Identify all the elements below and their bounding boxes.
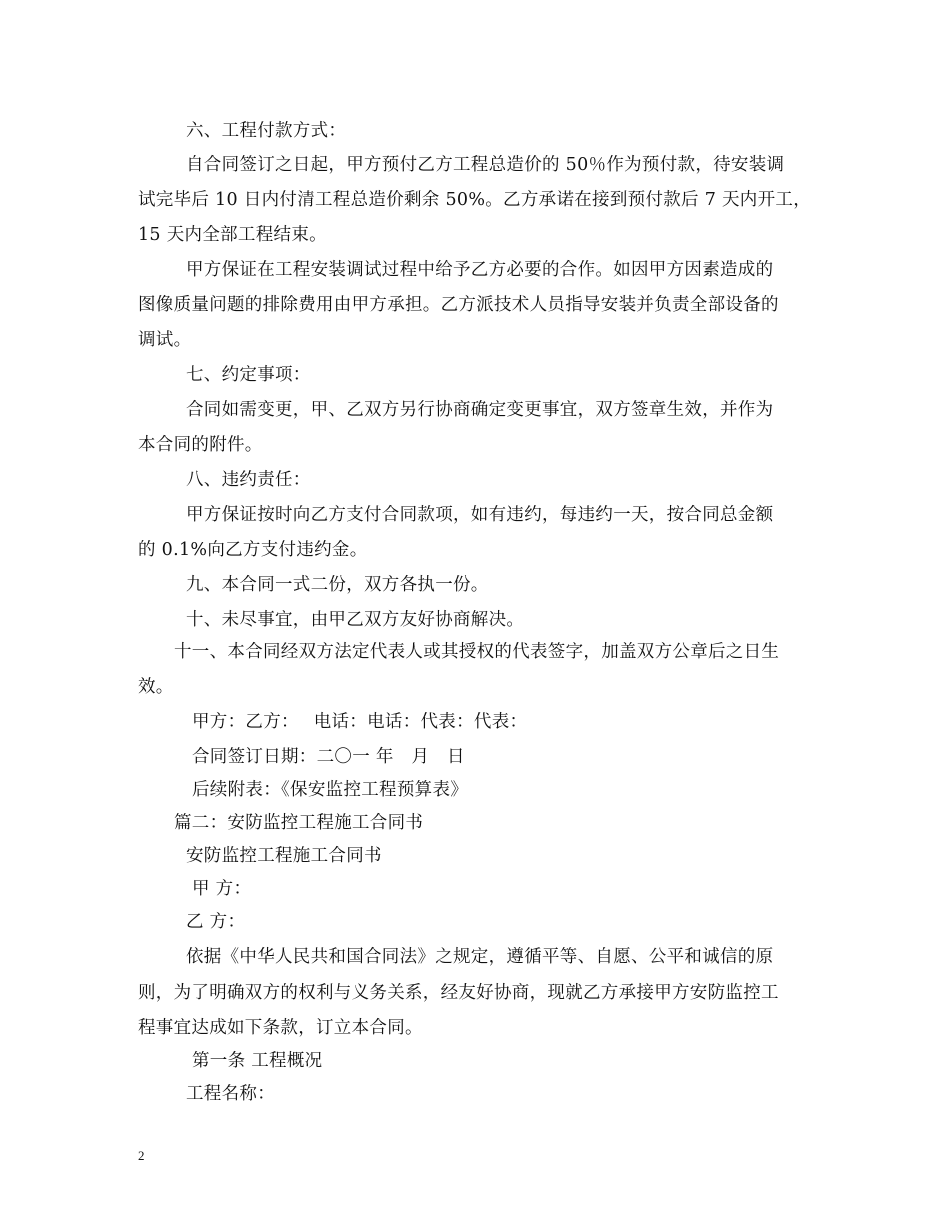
section-six-heading: 六、工程付款方式： xyxy=(186,121,347,141)
paragraph-line: 依据《中华人民共和国合同法》之规定，遵循平等、自愿、公平和诚信的原 xyxy=(186,947,774,967)
paragraph-line: 的 0.1%向乙方支付违约金。 xyxy=(138,540,368,560)
signature-parties: 甲方：乙方： 电话：电话：代表：代表： xyxy=(192,712,528,732)
section-eight-heading: 八、违约责任： xyxy=(186,470,311,490)
project-name-label: 工程名称： xyxy=(186,1084,275,1104)
page-number: 2 xyxy=(138,1148,145,1163)
paragraph-line: 效。 xyxy=(138,677,174,697)
attachment-note: 后续附表：《保安监控工程预算表》 xyxy=(192,780,469,800)
section-ten: 十、未尽事宜，由甲乙双方友好协商解决。 xyxy=(186,610,525,630)
paragraph-line: 15 天内全部工程结束。 xyxy=(138,225,327,245)
paragraph-line: 本合同的附件。 xyxy=(138,435,263,455)
paragraph-line: 则，为了明确双方的权利与义务关系，经友好协商，现就乙方承接甲方安防监控工 xyxy=(138,983,779,1003)
paragraph-line: 甲方保证在工程安装调试过程中给予乙方必要的合作。如因甲方因素造成的 xyxy=(186,260,774,280)
party-b-label: 乙 方： xyxy=(186,912,246,932)
party-a-label: 甲 方： xyxy=(192,879,252,899)
paragraph-line: 程事宜达成如下条款，订立本合同。 xyxy=(138,1018,423,1038)
article-one-heading: 第一条 工程概况 xyxy=(192,1051,323,1071)
paragraph-line: 调试。 xyxy=(138,330,192,350)
paragraph-line: 图像质量问题的排除费用由甲方承担。乙方派技术人员指导安装并负责全部设备的 xyxy=(138,295,779,315)
paragraph-line: 甲方保证按时向乙方支付合同款项，如有违约，每违约一天，按合同总金额 xyxy=(186,505,774,525)
contract-title: 安防监控工程施工合同书 xyxy=(186,846,382,866)
paragraph-line: 合同如需变更，甲、乙双方另行协商确定变更事宜，双方签章生效，并作为 xyxy=(186,400,774,420)
paragraph-line: 自合同签订之日起，甲方预付乙方工程总造价的 50％作为预付款，待安装调 xyxy=(186,155,785,175)
paragraph-line: 试完毕后 10 日内付清工程总造价剩余 50%。乙方承诺在接到预付款后 7 天内开工， xyxy=(138,190,812,210)
signing-date: 合同签订日期：二〇一 年 月 日 xyxy=(192,747,465,767)
chapter-two-title: 篇二：安防监控工程施工合同书 xyxy=(174,813,424,833)
section-nine: 九、本合同一式二份，双方各执一份。 xyxy=(186,575,489,595)
section-seven-heading: 七、约定事项： xyxy=(186,365,311,385)
section-eleven: 十一、本合同经双方法定代表人或其授权的代表签字，加盖双方公章后之日生 xyxy=(174,642,780,662)
